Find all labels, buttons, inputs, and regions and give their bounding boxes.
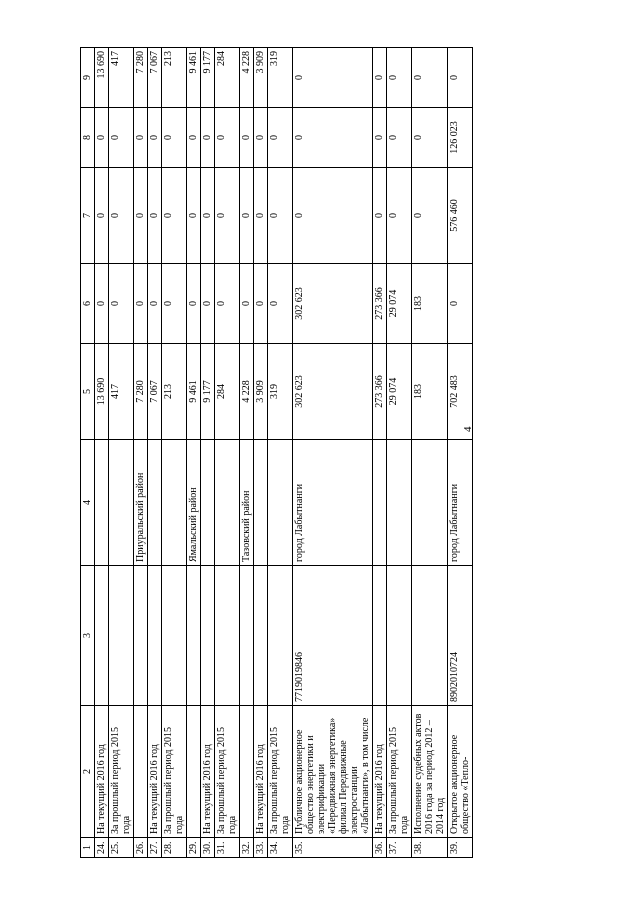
col6-value: 302 623 bbox=[293, 264, 373, 344]
column-number-3: 3 bbox=[81, 566, 95, 706]
table-row bbox=[109, 48, 134, 858]
municipality: Тазовский район bbox=[240, 440, 254, 566]
row-number: 24. bbox=[95, 838, 109, 858]
row-number: 30. bbox=[201, 838, 215, 858]
inn: 7719019846 bbox=[293, 566, 373, 706]
row-name bbox=[134, 706, 148, 838]
column-number-2: 2 bbox=[81, 706, 95, 838]
col8-value: 126 023 bbox=[448, 108, 473, 168]
col7-value: 0 bbox=[240, 168, 254, 264]
col8-value: 0 bbox=[387, 108, 412, 168]
municipality: город Лабытнанги bbox=[293, 440, 373, 566]
col7-value: 0 bbox=[254, 168, 268, 264]
col6-value: 0 bbox=[215, 264, 240, 344]
inn bbox=[187, 566, 201, 706]
col9-value: 0 bbox=[387, 48, 412, 108]
col9-value: 0 bbox=[373, 48, 387, 108]
municipality: Ямальский район bbox=[187, 440, 201, 566]
col9-value: 0 bbox=[448, 48, 473, 108]
municipality bbox=[373, 440, 387, 566]
column-number-6: 6 bbox=[81, 264, 95, 344]
col5-value: 7 280 bbox=[134, 344, 148, 440]
row-name: За прошлый период 2015 года bbox=[215, 706, 240, 838]
col7-value: 0 bbox=[134, 168, 148, 264]
row-number: 32. bbox=[240, 838, 254, 858]
inn bbox=[201, 566, 215, 706]
col7-value: 0 bbox=[95, 168, 109, 264]
municipality bbox=[201, 440, 215, 566]
col6-value: 0 bbox=[268, 264, 293, 344]
col7-value: 0 bbox=[109, 168, 134, 264]
inn bbox=[109, 566, 134, 706]
col6-value: 0 bbox=[109, 264, 134, 344]
col5-value: 417 bbox=[109, 344, 134, 440]
row-number: 35. bbox=[293, 838, 373, 858]
col9-value: 417 bbox=[109, 48, 134, 108]
col5-value: 13 690 bbox=[95, 344, 109, 440]
col7-value: 0 bbox=[201, 168, 215, 264]
col6-value: 0 bbox=[95, 264, 109, 344]
table-row bbox=[187, 48, 201, 858]
inn bbox=[134, 566, 148, 706]
municipality bbox=[387, 440, 412, 566]
row-number: 25. bbox=[109, 838, 134, 858]
inn bbox=[162, 566, 187, 706]
table-row bbox=[412, 48, 448, 858]
col5-value: 213 bbox=[162, 344, 187, 440]
col8-value: 0 bbox=[201, 108, 215, 168]
col8-value: 0 bbox=[134, 108, 148, 168]
table-row bbox=[201, 48, 215, 858]
data-table bbox=[80, 47, 473, 858]
col5-value: 4 228 bbox=[240, 344, 254, 440]
municipality bbox=[268, 440, 293, 566]
row-number: 34. bbox=[268, 838, 293, 858]
col9-value: 284 bbox=[215, 48, 240, 108]
col9-value: 7 280 bbox=[134, 48, 148, 108]
inn bbox=[95, 566, 109, 706]
col8-value: 0 bbox=[412, 108, 448, 168]
col7-value: 0 bbox=[162, 168, 187, 264]
row-name: Публичное акционерное общество энергетики и электрификации «Передвижная энергетика» филиал Передвижные электростанции «Лабытнанги», в том числе bbox=[293, 706, 373, 838]
col9-value: 0 bbox=[412, 48, 448, 108]
col7-value: 0 bbox=[215, 168, 240, 264]
col7-value: 0 bbox=[387, 168, 412, 264]
municipality bbox=[95, 440, 109, 566]
table-row bbox=[215, 48, 240, 858]
row-number: 33. bbox=[254, 838, 268, 858]
row-number: 27. bbox=[148, 838, 162, 858]
col9-value: 9 177 bbox=[201, 48, 215, 108]
table-row bbox=[162, 48, 187, 858]
col9-value: 9 461 bbox=[187, 48, 201, 108]
municipality bbox=[254, 440, 268, 566]
column-number-5: 5 bbox=[81, 344, 95, 440]
municipality bbox=[162, 440, 187, 566]
inn: 8902010724 bbox=[448, 566, 473, 706]
table-row bbox=[268, 48, 293, 858]
inn bbox=[412, 566, 448, 706]
table-header-row bbox=[81, 48, 95, 858]
row-number: 39. bbox=[448, 838, 473, 858]
col6-value: 0 bbox=[201, 264, 215, 344]
row-number: 37. bbox=[387, 838, 412, 858]
col6-value: 0 bbox=[134, 264, 148, 344]
column-number-1: 1 bbox=[81, 838, 95, 858]
col5-value: 29 074 bbox=[387, 344, 412, 440]
inn bbox=[387, 566, 412, 706]
municipality bbox=[148, 440, 162, 566]
col8-value: 0 bbox=[148, 108, 162, 168]
row-name bbox=[187, 706, 201, 838]
col5-value: 284 bbox=[215, 344, 240, 440]
column-number-9: 9 bbox=[81, 48, 95, 108]
row-name: На текущий 2016 год bbox=[254, 706, 268, 838]
municipality: город Лабытнанги bbox=[448, 440, 473, 566]
inn bbox=[148, 566, 162, 706]
col8-value: 0 bbox=[95, 108, 109, 168]
col5-value: 183 bbox=[412, 344, 448, 440]
table-row bbox=[293, 48, 373, 858]
municipality bbox=[215, 440, 240, 566]
col9-value: 213 bbox=[162, 48, 187, 108]
col6-value: 0 bbox=[148, 264, 162, 344]
col7-value: 0 bbox=[412, 168, 448, 264]
row-number: 31. bbox=[215, 838, 240, 858]
row-name: За прошлый период 2015 года bbox=[387, 706, 412, 838]
row-name bbox=[240, 706, 254, 838]
col5-value: 9 177 bbox=[201, 344, 215, 440]
col7-value: 0 bbox=[148, 168, 162, 264]
row-name: На текущий 2016 год bbox=[201, 706, 215, 838]
row-name: За прошлый период 2015 года bbox=[162, 706, 187, 838]
inn bbox=[254, 566, 268, 706]
col5-value: 7 067 bbox=[148, 344, 162, 440]
table-row bbox=[134, 48, 148, 858]
col6-value: 29 074 bbox=[387, 264, 412, 344]
col8-value: 0 bbox=[162, 108, 187, 168]
col9-value: 319 bbox=[268, 48, 293, 108]
row-name: На текущий 2016 год bbox=[148, 706, 162, 838]
table-row bbox=[148, 48, 162, 858]
col8-value: 0 bbox=[109, 108, 134, 168]
col8-value: 0 bbox=[240, 108, 254, 168]
municipality bbox=[412, 440, 448, 566]
col7-value: 576 460 bbox=[448, 168, 473, 264]
col6-value: 273 366 bbox=[373, 264, 387, 344]
data-table-sheet bbox=[80, 48, 630, 858]
table-row bbox=[448, 48, 473, 858]
col5-value: 319 bbox=[268, 344, 293, 440]
table-row bbox=[240, 48, 254, 858]
row-name: За прошлый период 2015 года bbox=[109, 706, 134, 838]
col8-value: 0 bbox=[215, 108, 240, 168]
col6-value: 0 bbox=[162, 264, 187, 344]
row-number: 38. bbox=[412, 838, 448, 858]
col9-value: 0 bbox=[293, 48, 373, 108]
col8-value: 0 bbox=[187, 108, 201, 168]
col8-value: 0 bbox=[293, 108, 373, 168]
column-number-4: 4 bbox=[81, 440, 95, 566]
inn bbox=[268, 566, 293, 706]
col7-value: 0 bbox=[268, 168, 293, 264]
table-row bbox=[387, 48, 412, 858]
row-name: За прошлый период 2015 года bbox=[268, 706, 293, 838]
col9-value: 3 909 bbox=[254, 48, 268, 108]
row-name: Открытое акционерное общество «Тепло- bbox=[448, 706, 473, 838]
col9-value: 4 228 bbox=[240, 48, 254, 108]
page-number: 4 bbox=[462, 426, 474, 432]
row-name: Исполнение судебных актов 2016 года за период 2012 – 2014 год bbox=[412, 706, 448, 838]
col6-value: 0 bbox=[448, 264, 473, 344]
col5-value: 3 909 bbox=[254, 344, 268, 440]
col6-value: 183 bbox=[412, 264, 448, 344]
inn bbox=[240, 566, 254, 706]
row-number: 36. bbox=[373, 838, 387, 858]
inn bbox=[373, 566, 387, 706]
municipality: Приуральский район bbox=[134, 440, 148, 566]
table-row bbox=[95, 48, 109, 858]
row-number: 29. bbox=[187, 838, 201, 858]
col6-value: 0 bbox=[240, 264, 254, 344]
table-row bbox=[373, 48, 387, 858]
col9-value: 13 690 bbox=[95, 48, 109, 108]
col6-value: 0 bbox=[254, 264, 268, 344]
col5-value: 9 461 bbox=[187, 344, 201, 440]
col6-value: 0 bbox=[187, 264, 201, 344]
col7-value: 0 bbox=[373, 168, 387, 264]
col5-value: 273 366 bbox=[373, 344, 387, 440]
col8-value: 0 bbox=[268, 108, 293, 168]
col5-value: 302 623 bbox=[293, 344, 373, 440]
column-number-8: 8 bbox=[81, 108, 95, 168]
municipality bbox=[109, 440, 134, 566]
table-row bbox=[254, 48, 268, 858]
col8-value: 0 bbox=[373, 108, 387, 168]
row-number: 26. bbox=[134, 838, 148, 858]
col9-value: 7 067 bbox=[148, 48, 162, 108]
inn bbox=[215, 566, 240, 706]
column-number-7: 7 bbox=[81, 168, 95, 264]
row-name: На текущий 2016 год bbox=[95, 706, 109, 838]
row-number: 28. bbox=[162, 838, 187, 858]
col7-value: 0 bbox=[293, 168, 373, 264]
col5-value: 702 483 bbox=[448, 344, 473, 440]
row-name: На текущий 2016 год bbox=[373, 706, 387, 838]
col8-value: 0 bbox=[254, 108, 268, 168]
col7-value: 0 bbox=[187, 168, 201, 264]
